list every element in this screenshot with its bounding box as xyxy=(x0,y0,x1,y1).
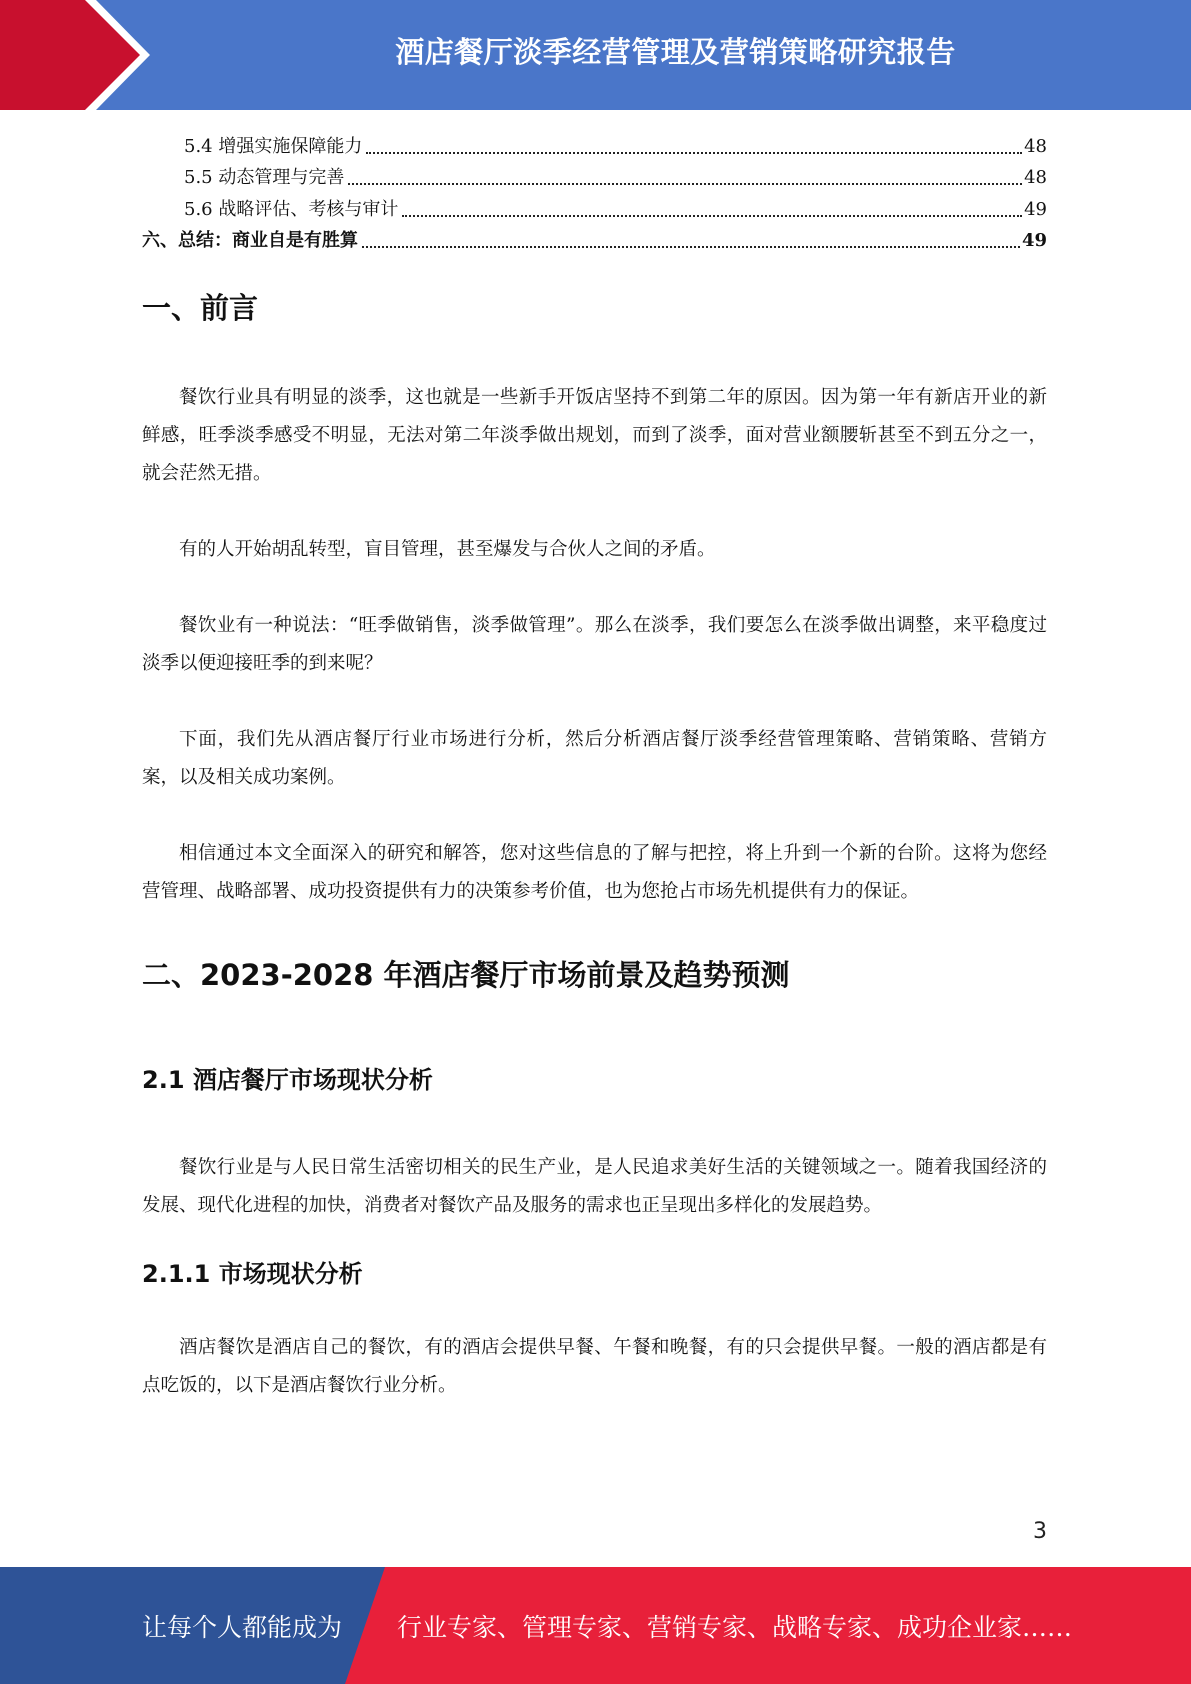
toc-entry-label: 5.4 增强实施保障能力 xyxy=(184,135,363,157)
toc-entry-page: 49 xyxy=(1024,198,1047,220)
footer-slogan-left: 让每个人都能成为 xyxy=(142,1612,343,1642)
toc-entry-label: 5.6 战略评估、考核与审计 xyxy=(184,198,399,220)
toc-entry-label: 5.5 动态管理与完善 xyxy=(184,167,345,188)
paragraph: 餐饮行业是与人民日常生活密切相关的民生产业，是人民追求美好生活的关键领域之一。随着我国经济的发展、现代化进程的加快，消费者对餐饮产品及服务的需求也正呈现出多样化的发展趋势。 xyxy=(142,1157,1047,1216)
toc-entry[interactable] xyxy=(142,126,1047,158)
paragraph: 下面，我们先从酒店餐厅行业市场进行分析，然后分析酒店餐厅淡季经营管理策略、营销策略、营销方案，以及相关成功案例。 xyxy=(142,729,1047,788)
section-heading-preface: 一、前言 xyxy=(142,291,259,325)
page-number: 3 xyxy=(1033,1519,1047,1544)
paragraph: 有的人开始胡乱转型，盲目管理，甚至爆发与合伙人之间的矛盾。 xyxy=(179,539,716,560)
table-of-contents xyxy=(142,126,1047,252)
paragraph: 餐饮业有一种说法：“旺季做销售，淡季做管理”。那么在淡季，我们要怎么在淡季做出调整，来平稳度过淡季以便迎接旺季的到来呢？ xyxy=(142,615,1047,674)
toc-entry[interactable] xyxy=(142,158,1047,190)
toc-leader-dots xyxy=(366,152,1022,154)
toc-entry-page: 48 xyxy=(1024,135,1047,157)
header-banner xyxy=(0,0,1191,110)
paragraph: 酒店餐饮是酒店自己的餐饮，有的酒店会提供早餐、午餐和晚餐，有的只会提供早餐。一般的酒店都是有点吃饭的，以下是酒店餐饮行业分析。 xyxy=(142,1337,1047,1396)
subsection-heading: 2.1.1 市场现状分析 xyxy=(142,1260,363,1288)
footer-banner xyxy=(0,1567,1191,1684)
toc-entry-label: 六、总结：商业自是有胜算 xyxy=(142,230,358,251)
toc-entry[interactable] xyxy=(142,221,1047,253)
subsection-heading: 2.1 酒店餐厅市场现状分析 xyxy=(142,1066,433,1094)
section-heading-market-outlook: 二、2023-2028 年酒店餐厅市场前景及趋势预测 xyxy=(142,958,790,992)
paragraph: 餐饮行业具有明显的淡季，这也就是一些新手开饭店坚持不到第二年的原因。因为第一年有新店开业的新鲜感，旺季淡季感受不明显，无法对第二年淡季做出规划，而到了淡季，面对营业额腰斩甚至不到五分之一，就会茫然无措。 xyxy=(142,387,1047,484)
toc-leader-dots xyxy=(362,246,1020,248)
paragraph: 相信通过本文全面深入的研究和解答，您对这些信息的了解与把控，将上升到一个新的台阶。这将为您经营管理、战略部署、成功投资提供有力的决策参考价值，也为您抢占市场先机提供有力的保证。 xyxy=(142,843,1047,902)
toc-entry-page: 48 xyxy=(1024,167,1047,188)
page-content xyxy=(142,288,1047,1405)
footer-slogan-right: 行业专家、管理专家、营销专家、战略专家、成功企业家…… xyxy=(397,1612,1073,1642)
toc-leader-dots xyxy=(348,183,1022,185)
toc-entry[interactable] xyxy=(142,189,1047,221)
report-title: 酒店餐厅淡季经营管理及营销策略研究报告 xyxy=(395,34,956,69)
toc-entry-page: 49 xyxy=(1021,230,1047,251)
toc-leader-dots xyxy=(402,215,1022,217)
header-arrow-decoration xyxy=(0,0,140,110)
